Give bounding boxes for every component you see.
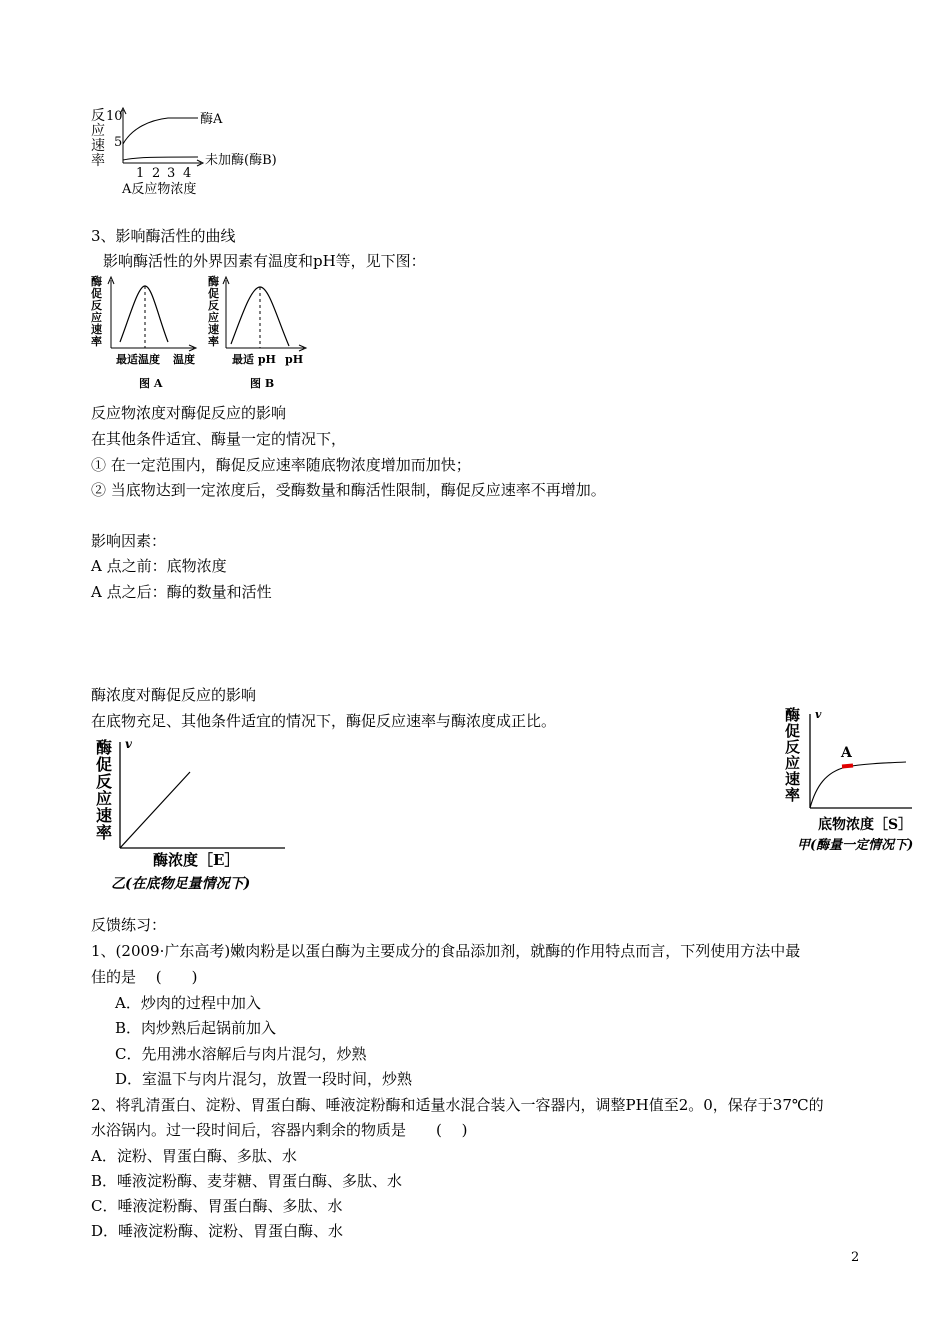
x-axis-label: 酶浓度［E］	[153, 851, 240, 869]
curve-enzyme-a	[123, 118, 198, 144]
y-axis-label-char: 速	[91, 138, 105, 154]
substrate-point-2: ② 当底物达到一定浓度后，受酶数量和酶活性限制，酶促反应速率不再增加。	[91, 481, 606, 499]
temperature-curve	[120, 286, 168, 342]
y-axis-label-char: 反	[96, 772, 113, 791]
enzyme-conc-heading: 酶浓度对酶促反应的影响	[91, 686, 257, 704]
y-axis-label-char: 率	[91, 153, 105, 169]
figure-caption: 乙(在底物足量情况下)	[111, 876, 251, 892]
curve-enzyme-b	[123, 157, 198, 160]
question-2-option-d: D．唾液淀粉酶、淀粉、胃蛋白酶、水	[91, 1222, 344, 1240]
question-1-option-d: D．室温下与肉片混匀，放置一段时间，炒熟	[115, 1070, 413, 1088]
x-tick-label: 3	[167, 166, 176, 181]
y-tick-label: 10	[106, 109, 123, 124]
y-axis-label-char: 率	[208, 335, 219, 348]
question-2-stem-line1: 2、将乳清蛋白、淀粉、胃蛋白酶、唾液淀粉酶和适量水混合装入一容器内，调整PH值至2。0，保存于37℃的	[91, 1096, 824, 1114]
x-tick-label: 1	[136, 166, 145, 181]
v-symbol: v	[125, 737, 132, 751]
y-axis-label-char: 速	[91, 323, 102, 336]
point-a-marker	[842, 766, 853, 767]
enzyme-a-vs-b-figure	[88, 102, 308, 202]
substrate-heading: 反应物浓度对酶促反应的影响	[91, 404, 287, 422]
y-axis-label-char: 应	[91, 123, 105, 139]
y-axis-label-char: 酶	[208, 275, 219, 288]
y-axis-label-char: 率	[96, 823, 113, 842]
y-axis-label-char: 促	[96, 755, 113, 774]
question-2-stem-line2: 水浴锅内。过一段时间后，容器内剩余的物质是 ( )	[91, 1121, 468, 1139]
point-a-label: A	[841, 745, 852, 761]
temperature-curve-figure	[90, 274, 202, 392]
y-axis-label-char: 速	[208, 323, 219, 336]
y-axis-label-char: 反	[91, 108, 105, 124]
y-tick-label: 5	[114, 135, 123, 150]
y-axis-label-char: 酶	[96, 738, 113, 757]
y-axis-label-char: 反	[91, 299, 102, 312]
factors-heading: 影响因素：	[91, 532, 167, 550]
x-tick-label: 4	[183, 166, 192, 181]
y-axis-label-char: 促	[91, 287, 102, 300]
question-2-option-b: B．唾液淀粉酶、麦芽糖、胃蛋白酶、多肽、水	[91, 1172, 403, 1190]
figure-caption: 图 A	[139, 377, 163, 390]
curve-a-label: 酶A	[200, 112, 223, 127]
question-1-stem-line1: 1、(2009·广东高考)嫩肉粉是以蛋白酶为主要成分的食品添加剂，就酶的作用特点而言，下列使用方法中最	[91, 942, 801, 960]
x-axis-label: 底物浓度［S］	[818, 817, 913, 833]
x-axis-label: pH	[285, 353, 304, 366]
figure-caption: 甲(酶量一定情况下)	[797, 838, 914, 853]
practice-heading: 反馈练习：	[91, 916, 167, 934]
curve-b-label: 未加酶(酶B)	[205, 153, 277, 168]
v-symbol: v	[815, 708, 822, 721]
y-axis-label-char: 促	[208, 287, 219, 300]
section-intro: 影响酶活性的外界因素有温度和pH等，见下图：	[103, 252, 426, 270]
factors-after-a: A 点之后：酶的数量和活性	[91, 583, 272, 601]
substrate-concentration-figure	[782, 704, 944, 856]
y-axis-label-char: 率	[785, 786, 801, 804]
y-axis-label-char: 酶	[91, 275, 102, 288]
proportional-line	[120, 772, 190, 848]
page-number: 2	[851, 1250, 860, 1265]
x-tick-label: 2	[152, 166, 161, 181]
figure-caption: A反应物浓度	[122, 182, 197, 197]
x-axis-label: 温度	[173, 353, 195, 366]
question-2-option-c: C．唾液淀粉酶、胃蛋白酶、多肽、水	[91, 1197, 343, 1215]
ph-curve-figure	[207, 274, 313, 392]
question-1-stem-line2: 佳的是 ( )	[91, 968, 198, 986]
question-1-option-a: A．炒肉的过程中加入	[115, 994, 261, 1012]
saturation-curve	[810, 762, 906, 808]
question-1-option-c: C．先用沸水溶解后与肉片混匀，炒熟	[115, 1045, 367, 1063]
y-axis-label-char: 应	[785, 754, 801, 772]
y-axis-label-char: 应	[91, 311, 102, 324]
x-optimum-label: 最适温度	[116, 353, 160, 366]
y-axis-label-char: 应	[208, 311, 219, 324]
enzyme-conc-statement: 在底物充足、其他条件适宜的情况下，酶促反应速率与酶浓度成正比。	[91, 712, 557, 730]
substrate-point-1: ① 在一定范围内，酶促反应速率随底物浓度增加而加快；	[91, 456, 471, 474]
y-axis-label-char: 率	[91, 335, 102, 348]
factors-before-a: A 点之前：底物浓度	[91, 557, 227, 575]
y-axis-label-char: 应	[96, 789, 113, 808]
y-axis-label-char: 促	[785, 722, 801, 740]
x-optimum-label: 最适 pH	[232, 353, 276, 366]
section-heading: 3、影响酶活性的曲线	[91, 227, 236, 245]
figure-caption: 图 B	[250, 377, 275, 390]
question-2-option-a: A．淀粉、胃蛋白酶、多肽、水	[91, 1147, 297, 1165]
substrate-condition: 在其他条件适宜、酶量一定的情况下，	[91, 430, 347, 448]
enzyme-concentration-figure	[93, 736, 293, 896]
y-axis-label-char: 反	[208, 299, 219, 312]
y-axis-label-char: 速	[96, 806, 113, 825]
y-axis-label-char: 反	[785, 738, 801, 756]
question-1-option-b: B．肉炒熟后起锅前加入	[115, 1019, 277, 1037]
y-axis-label-char: 酶	[785, 706, 801, 724]
y-axis-label-char: 速	[785, 770, 801, 788]
